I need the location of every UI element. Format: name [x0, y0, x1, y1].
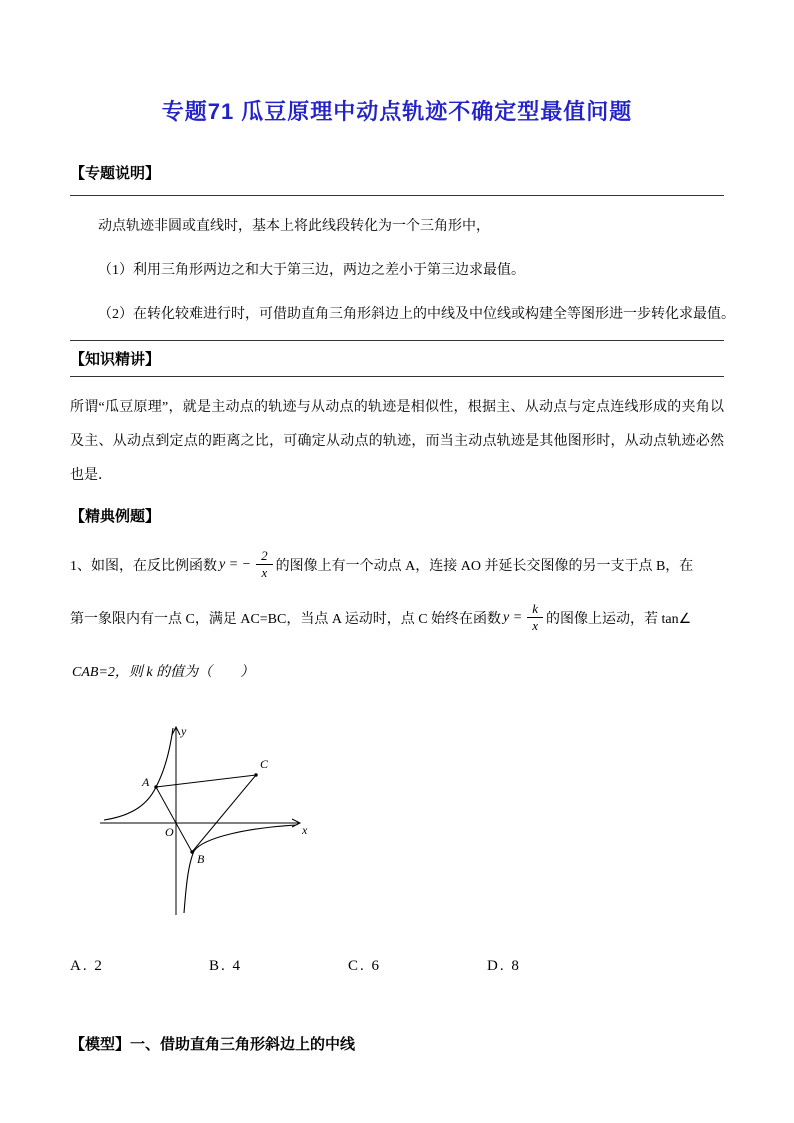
fraction-k-over-x — [527, 601, 543, 633]
hyperbola-branch-lower-right — [184, 825, 296, 913]
point-A — [154, 785, 157, 788]
section-header-topic: 【专题说明】 — [70, 162, 724, 196]
hyperbola-branch-upper-left — [104, 728, 173, 820]
problem-text: CAB=2，则 k 的值为（ ） — [72, 664, 255, 680]
choice-a: A. 2 — [70, 958, 104, 974]
answer-choices — [70, 958, 724, 975]
choice-d: D. 8 — [487, 958, 521, 974]
label-point-B: B — [197, 852, 205, 866]
problem-statement — [70, 538, 724, 697]
segment-AB-through-O — [156, 787, 192, 852]
knowledge-paragraph: 所谓“瓜豆原理”，就是主动点的轨迹与从动点的轨迹是相似性，根据主、从动点与定点连线形成的夹角以及主、从动点到定点的距离之比，可确定从动点的轨迹，而当主动点轨迹是其他图形时，从动点轨迹必然也是． — [70, 400, 724, 483]
fraction-denominator: x — [261, 565, 268, 580]
label-point-A: A — [142, 775, 150, 789]
problem-line-1 — [70, 538, 724, 591]
doc-content — [0, 162, 794, 1054]
label-x-axis: x — [302, 823, 308, 837]
topic-body — [70, 196, 735, 341]
topic-line-3: （2）在转化较难进行时，可借助直角三角形斜边上的中线及中位线或构建全等图形进一步转化求最值。 — [98, 307, 735, 322]
doc-title: 专题71 瓜豆原理中动点轨迹不确定型最值问题 — [161, 99, 633, 124]
fraction-neg-2-over-x — [256, 548, 273, 580]
fraction-denominator: x — [532, 618, 538, 633]
label-y-axis: y — [181, 724, 187, 738]
problem-line-2 — [70, 591, 724, 644]
math-expression: y = − — [219, 556, 252, 572]
problem-text: 的图像上有一个动点 A，连接 AO 并延长交图像的另一支于点 B，在 — [275, 558, 694, 574]
hyperbola-figure — [88, 715, 308, 920]
math-expression: y = — [503, 609, 523, 625]
segment-AC — [156, 775, 256, 787]
segment-CB — [192, 775, 256, 852]
section-header-model: 【模型】一、借助直角三角形斜边上的中线 — [70, 1037, 356, 1053]
fraction-numerator: k — [527, 601, 543, 618]
label-point-C: C — [260, 757, 269, 771]
problem-text: 第一象限内有一点 C，满足 AC=BC，当点 A 运动时，点 C 始终在函数 — [70, 611, 502, 627]
choice-b: B. 4 — [209, 958, 243, 974]
topic-line-2: （1）利用三角形两边之和大于第三边，两边之差小于第三边求最值。 — [98, 263, 525, 278]
problem-line-3 — [70, 644, 724, 697]
point-C — [254, 773, 257, 776]
section-header-knowledge: 【知识精讲】 — [70, 341, 724, 377]
topic-line-1: 动点轨迹非圆或直线时，基本上将此线段转化为一个三角形中， — [98, 219, 490, 234]
section-header-examples: 【精典例题】 — [70, 509, 161, 525]
point-B — [190, 850, 193, 853]
problem-text: 1、如图，在反比例函数 — [70, 558, 217, 574]
problem-text: 的图像上运动，若 tan∠ — [546, 611, 692, 627]
choice-c: C. 6 — [348, 958, 382, 974]
problem-figure — [88, 715, 724, 920]
fraction-numerator: 2 — [256, 548, 273, 565]
label-origin: O — [165, 825, 174, 839]
